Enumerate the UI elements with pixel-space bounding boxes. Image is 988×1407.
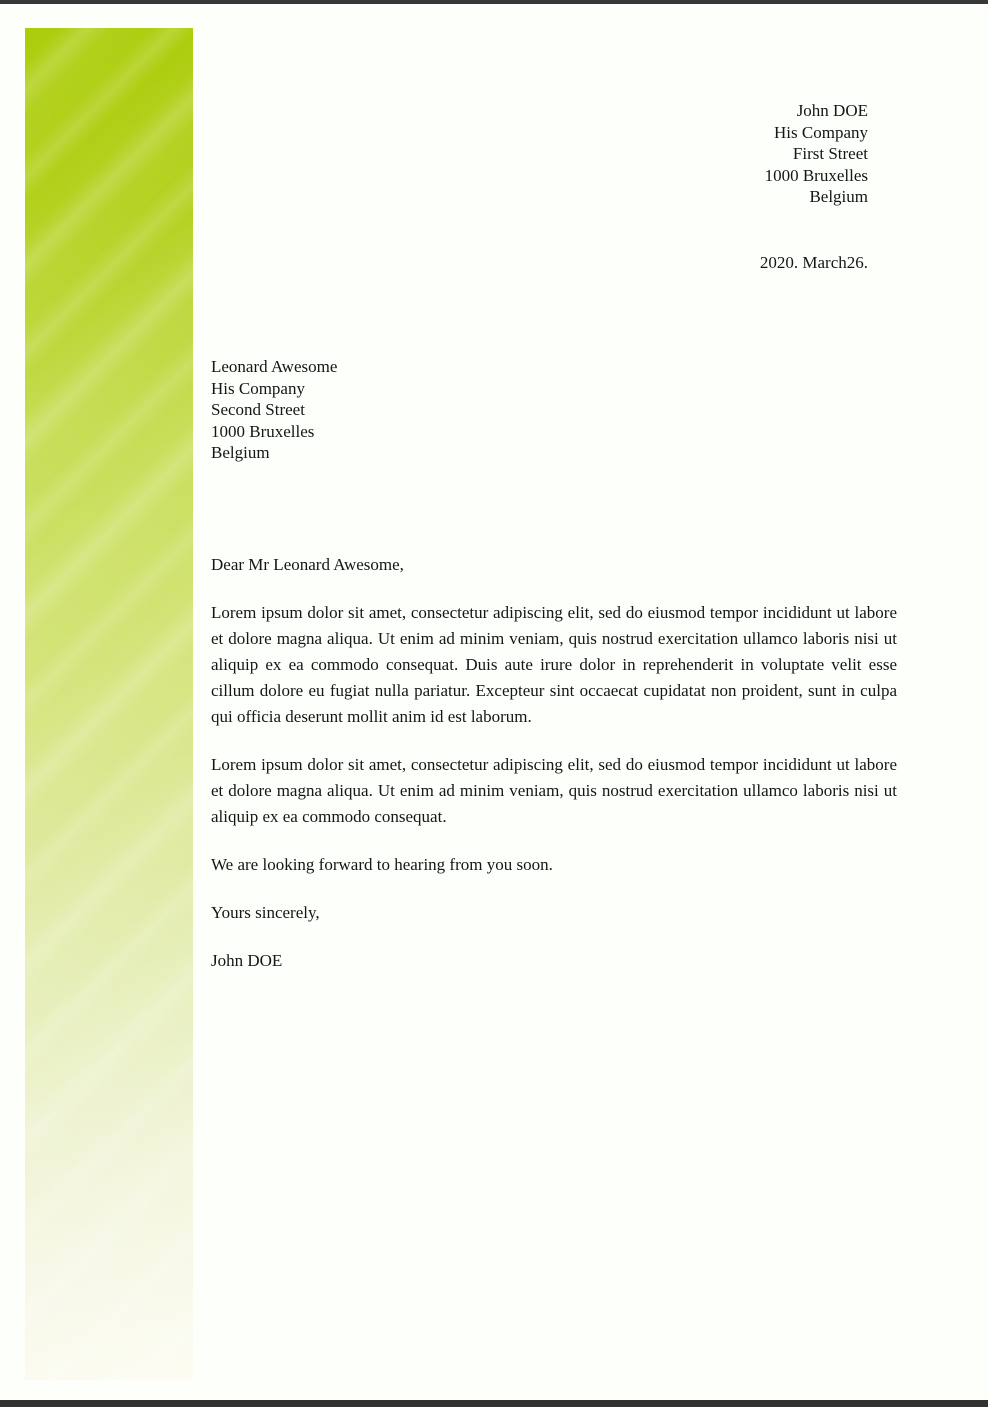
page-bottom-border xyxy=(0,1400,988,1407)
signature-name: John DOE xyxy=(211,951,283,970)
sender-name: John DOE xyxy=(796,101,868,120)
sender-country: Belgium xyxy=(809,187,868,206)
closing-line: Yours sincerely, xyxy=(211,903,320,922)
recipient-country: Belgium xyxy=(211,443,270,462)
salutation: Dear Mr Leonard Awesome, xyxy=(211,555,404,574)
sender-address xyxy=(765,100,868,208)
sender-company: His Company xyxy=(774,122,868,142)
gradient-sidebar xyxy=(25,28,193,1380)
sender-city: 1000 Bruxelles xyxy=(764,165,868,185)
letter-date: 2020. March26. xyxy=(759,253,868,272)
pre-closing-line: We are looking forward to hearing from you soon. xyxy=(211,855,553,874)
recipient-street: Second Street xyxy=(211,400,305,419)
letter-body xyxy=(211,552,897,974)
sender-street: First Street xyxy=(792,144,868,163)
body-paragraph-1: Lorem ipsum dolor sit amet, consectetur adipiscing elit, sed do eiusmod tempor incididunt ut labore et dolore magna aliqua. Ut enim ad minim veniam, quis nostrud exercitation ullamco laboris nisi ut aliquip ex ea commodo consequat. Duis aute irure dolor in reprehenderit in voluptate velit esse cillum dolore eu fugiat nulla pariatur. Excepteur sint occaecat cupidatat non proident, sunt in culpa qui officia deserunt mollit anim id est laborum. xyxy=(211,603,897,726)
recipient-address xyxy=(211,356,337,464)
recipient-name: Leonard Awesome xyxy=(211,357,338,376)
recipient-company: His Company xyxy=(211,378,305,398)
page-top-border xyxy=(0,0,988,4)
body-paragraph-2: Lorem ipsum dolor sit amet, consectetur adipiscing elit, sed do eiusmod tempor incididunt ut labore et dolore magna aliqua. Ut enim ad minim veniam, quis nostrud exercitation ullamco laboris nisi ut aliquip ex ea commodo consequat. xyxy=(211,755,897,826)
recipient-city: 1000 Bruxelles xyxy=(211,421,315,441)
